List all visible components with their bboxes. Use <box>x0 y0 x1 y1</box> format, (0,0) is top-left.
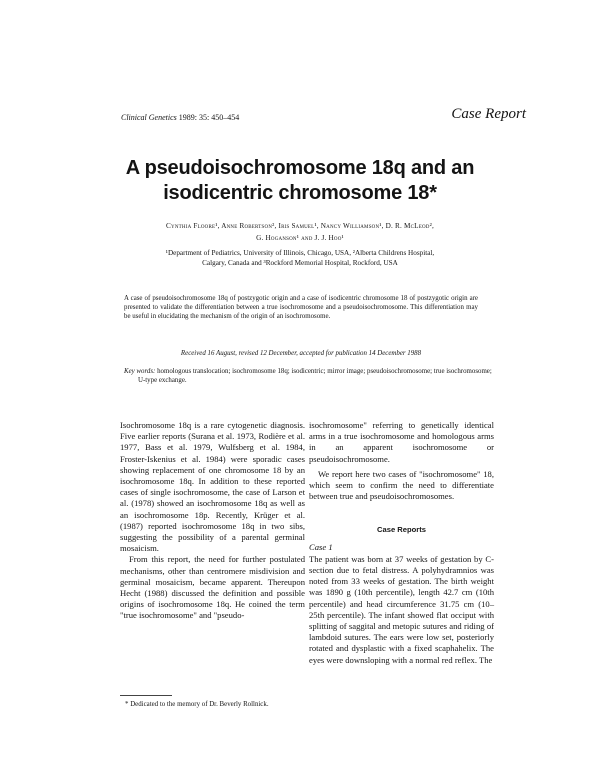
paragraph: From this report, the need for further postulated mechanisms, other than centromere misdivision and germinal mosaicism, became apparent. Thereupon Hecht (1988) discussed the definition and possible origins of isochromosome 18q. He coined the term "true isochromosome" and "pseudo- <box>120 554 305 621</box>
citation-volume-pages: 1989: 35: 450–454 <box>178 113 240 122</box>
journal-citation <box>121 113 239 122</box>
affiliation-line-2: Calgary, Canada and ³Rockford Memorial Hospital, Rockford, USA <box>202 259 398 267</box>
paragraph: The patient was born at 37 weeks of gestation by C-section due to fetal distress. A polyhydramnios was noted from 33 weeks of gestation. The birth weight was 1890 g (10th percentile), length 42.7 cm (10th percentile) and head circumference 31.75 cm (10–25th percentile). The infant showed flat occiput with splitting of saggital and metopic sutures and riding of lambdoid sutures. The ears were low set, posteriorly rotated and dysplastic with a fixed scaphahelix. The eyes were downsloping with a normal red reflex. The <box>309 553 494 665</box>
case-heading: Case 1 <box>309 541 333 552</box>
authors-line-2: G. Hoganson¹ and J. J. Hoo¹ <box>256 234 344 242</box>
footnote <box>120 700 305 709</box>
abstract: A case of pseudoisochromosome 18q of postzygotic origin and a case of isodicentric chromosome 18 of postzygotic origin are presented to validate the differentiation between a true isochromosome and a pseudoisochromosome. This differentiation may be useful in elucidating the mechanism of the origin of an isochromosome. <box>124 295 478 320</box>
paragraph: Isochromosome 18q is a rare cytogenetic diagnosis. Five earlier reports (Surana et al. 1973, Rodière et al. 1977, Bass et al. 1979, Wulfsberg et al. 1984, Froster-Iskenius et al. 1984) were sporadic cases showing replacement of one chromosome 18 by an isochromosome 18q. In addition to these reported cases of single isochromosome, the case of Larson et al. (1978) showed an isochromosome 18q as well as an isochromosome 18p. Recently, Krüger et al. (1987) reported isochromosome 18q in two sibs, suggesting the possibility of a parental germinal mosaicism. <box>120 420 305 554</box>
paragraph: isochromosome" referring to genetically identical arms in a true isochromosome and homologous arms in an apparent isochromosome or pseudoisochromosome. <box>309 420 494 464</box>
footnote-divider <box>120 695 172 696</box>
keywords-text: homologous translocation; isochromosome 18q; isodicentric; mirror image; pseudoisochromosome; true isochromosome; U-type exchange. <box>138 368 492 384</box>
keywords-label: Key words: <box>124 368 156 375</box>
affiliations <box>115 248 485 268</box>
received-dates: Received 16 August, revised 12 December, accepted for publication 14 December 1988 <box>180 350 422 357</box>
body-column-left <box>120 420 305 622</box>
keywords <box>124 367 492 385</box>
footnote-mark: * <box>125 701 129 708</box>
section-heading: Case Reports <box>377 525 426 535</box>
article-title <box>60 156 540 206</box>
article-type: Case Report <box>451 106 526 122</box>
author-list <box>110 220 490 244</box>
affiliation-line-1: ¹Department of Pediatrics, University of Illinois, Chicago, USA, ²Alberta Childrens Hospital, <box>165 249 435 257</box>
journal-name: Clinical Genetics <box>121 113 177 122</box>
title-line-2: isodicentric chromosome 18* <box>163 182 437 204</box>
authors-line-1: Cynthia Floore¹, Anne Robertson², Iris Samuel¹, Nancy Williamson¹, D. R. McLeod², <box>166 222 434 230</box>
paragraph: We report here two cases of "isochromosome" 18, which seem to confirm the need to differentiate between true and pseudoisochromosomes. <box>309 468 494 502</box>
title-line-1: A pseudoisochromosome 18q and an <box>125 157 475 179</box>
body-column-right <box>309 420 494 666</box>
footnote-text: Dedicated to the memory of Dr. Beverly Rollnick. <box>130 701 269 708</box>
